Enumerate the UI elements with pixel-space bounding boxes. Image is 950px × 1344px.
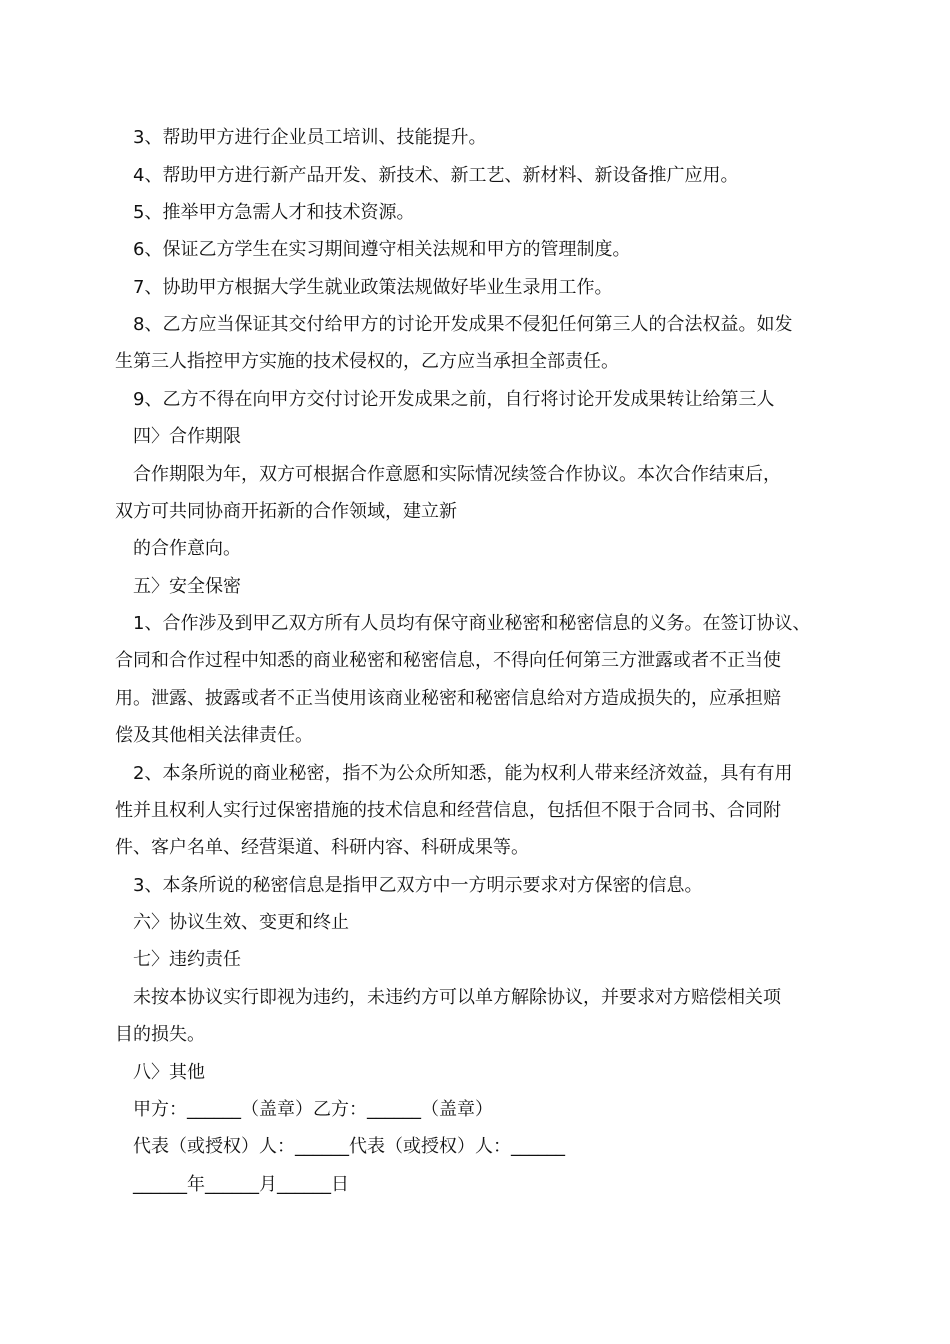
paragraph-line: 6、保证乙方学生在实习期间遵守相关法规和甲方的管理制度。	[133, 239, 631, 260]
signature-line: 代表（或授权）人：______代表（或授权）人：______	[133, 1136, 565, 1157]
paragraph-line: 件、客户名单、经营渠道、科研内容、科研成果等。	[115, 837, 529, 858]
paragraph-line: 5、推举甲方急需人才和技术资源。	[133, 202, 415, 223]
section-heading: 四〉合作期限	[133, 426, 241, 447]
paragraph-line: 性并且权利人实行过保密措施的技术信息和经营信息，包括但不限于合同书、合同附	[115, 800, 781, 821]
section-heading: 五〉安全保密	[133, 576, 241, 597]
section-heading: 七〉违约责任	[133, 949, 241, 970]
paragraph-line: 双方可共同协商开拓新的合作领域，建立新	[115, 501, 457, 522]
paragraph-line: 合同和合作过程中知悉的商业秘密和秘密信息，不得向任何第三方泄露或者不正当使	[115, 650, 781, 671]
paragraph-line: 8、乙方应当保证其交付给甲方的讨论开发成果不侵犯任何第三人的合法权益。如发	[133, 314, 793, 335]
paragraph-line: 未按本协议实行即视为违约，未违约方可以单方解除协议，并要求对方赔偿相关项	[133, 987, 781, 1008]
paragraph-line: 用。泄露、披露或者不正当使用该商业秘密和秘密信息给对方造成损失的，应承担赔	[115, 688, 781, 709]
paragraph-line: 7、协助甲方根据大学生就业政策法规做好毕业生录用工作。	[133, 277, 613, 298]
paragraph-line: 合作期限为年，双方可根据合作意愿和实际情况续签合作协议。本次合作结束后，	[133, 464, 781, 485]
paragraph-line: 9、乙方不得在向甲方交付讨论开发成果之前，自行将讨论开发成果转让给第三人	[133, 389, 775, 410]
paragraph-line: 2、本条所说的商业秘密，指不为公众所知悉，能为权利人带来经济效益，具有有用	[133, 763, 793, 784]
section-heading: 六〉协议生效、变更和终止	[133, 912, 349, 933]
paragraph-line: 的合作意向。	[133, 538, 241, 559]
paragraph-line: 目的损失。	[115, 1024, 205, 1045]
paragraph-line: 生第三人指控甲方实施的技术侵权的，乙方应当承担全部责任。	[115, 351, 619, 372]
paragraph-line: 偿及其他相关法律责任。	[115, 725, 313, 746]
paragraph-line: 4、帮助甲方进行新产品开发、新技术、新工艺、新材料、新设备推广应用。	[133, 165, 739, 186]
paragraph-line: 3、本条所说的秘密信息是指甲乙双方中一方明示要求对方保密的信息。	[133, 875, 703, 896]
signature-line: 甲方：______（盖章）乙方：______（盖章）	[133, 1099, 493, 1120]
paragraph-line: 1、合作涉及到甲乙双方所有人员均有保守商业秘密和秘密信息的义务。在签订协议、	[133, 613, 811, 634]
paragraph-line: 3、帮助甲方进行企业员工培训、技能提升。	[133, 127, 487, 148]
section-heading: 八〉其他	[133, 1062, 205, 1083]
date-line: ______年______月______日	[133, 1174, 349, 1195]
